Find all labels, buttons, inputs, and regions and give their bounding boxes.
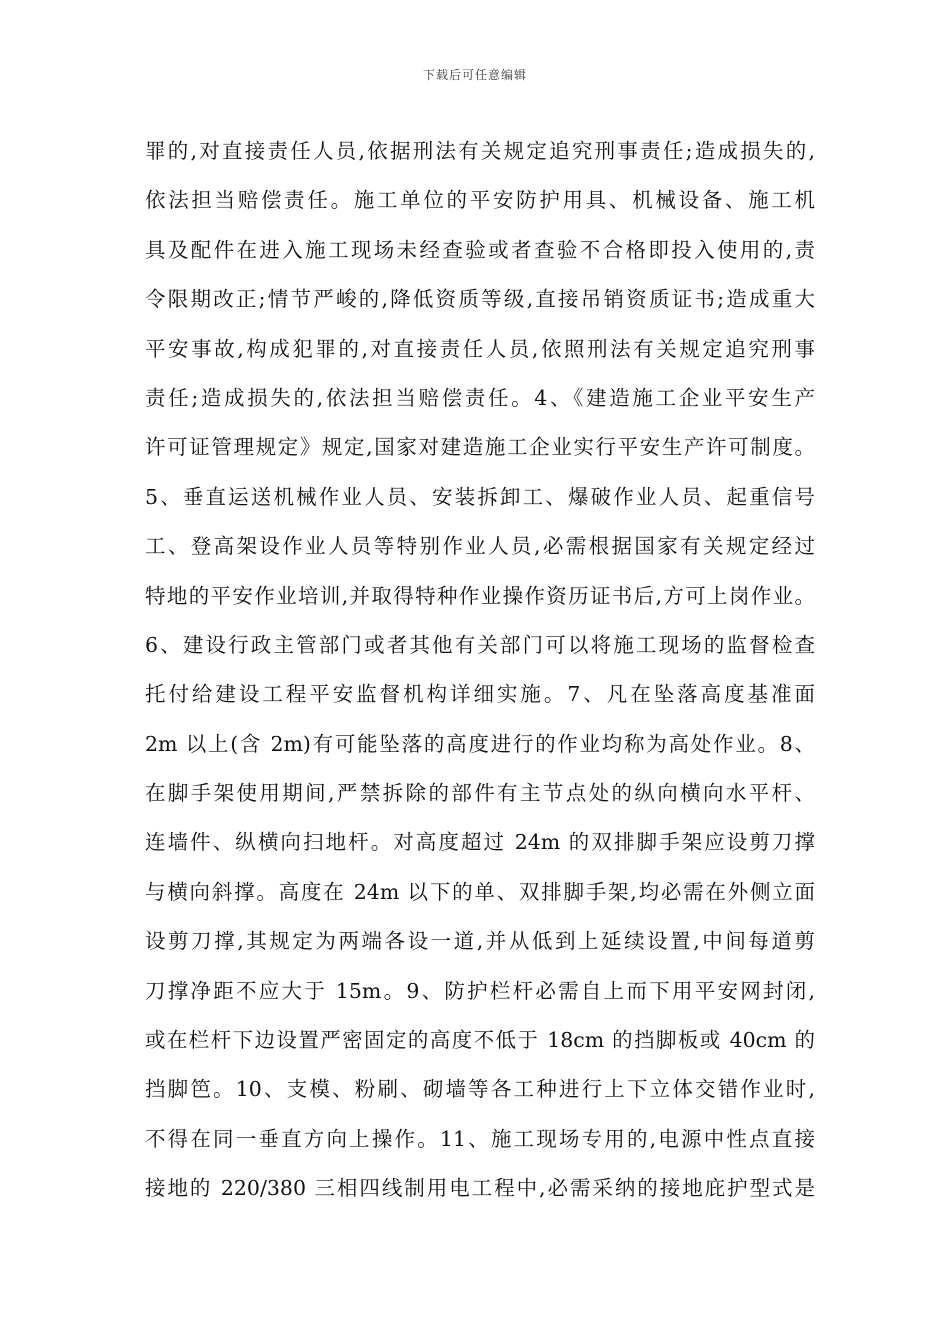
- text-line: 令限期改正;情节严峻的,降低资质等级,直接吊销资质证书;造成重大: [145, 287, 815, 312]
- text-line: 设剪刀撑,其规定为两端各设一道,并从低到上延续设置,中间每道剪: [145, 929, 815, 954]
- text-line: 工、登高架设作业人员等特别作业人员,必需根据国家有关规定经过: [145, 534, 815, 559]
- text-line: 罪的,对直接责任人员,依据刑法有关规定追究刑事责任;造成损失的,: [145, 139, 815, 163]
- text-line: 连墙件、纵横向扫地杆。对高度超过 24m 的双排脚手架应设剪刀撑: [145, 830, 815, 855]
- text-line: 依法担当赔偿责任。施工单位的平安防护用具、机械设备、施工机: [145, 188, 815, 213]
- text-line: 具及配件在进入施工现场未经查验或者查验不合格即投入使用的,责: [145, 237, 815, 262]
- text-line: 或在栏杆下边设置严密固定的高度不低于 18cm 的挡脚板或 40cm 的: [145, 1028, 815, 1053]
- text-line: 刀撑净距不应大于 15m。9、防护栏杆必需自上而下用平安网封闭,: [145, 978, 815, 1003]
- text-line: 2m 以上(含 2m)有可能坠落的高度进行的作业均称为高处作业。8、: [145, 731, 815, 756]
- page-header-note: 下载后可任意编辑: [422, 68, 527, 82]
- text-line: 接地的 220/380 三相四线制用电工程中,必需采纳的接地庇护型式是: [145, 1176, 815, 1201]
- text-line: 6、建设行政主管部门或者其他有关部门可以将施工现场的监督检查: [145, 632, 815, 657]
- text-line: 托付给建设工程平安监督机构详细实施。7、凡在坠落高度基准面: [145, 682, 815, 707]
- text-line: 与横向斜撑。高度在 24m 以下的单、双排脚手架,均必需在外侧立面: [145, 879, 815, 904]
- text-line: 5、垂直运送机械作业人员、安装拆卸工、爆破作业人员、起重信号: [145, 484, 815, 509]
- text-line: 不得在同一垂直方向上操作。11、施工现场专用的,电源中性点直接: [145, 1126, 815, 1151]
- text-line: 平安事故,构成犯罪的,对直接责任人员,依照刑法有关规定追究刑事: [145, 336, 815, 361]
- text-line: 在脚手架使用期间,严禁拆除的部件有主节点处的纵向横向水平杆、: [145, 781, 815, 806]
- text-line: 许可证管理规定》规定,国家对建造施工企业实行平安生产许可制度。: [145, 435, 815, 460]
- text-line: 责任;造成损失的,依法担当赔偿责任。4、《建造施工企业平安生产: [145, 385, 815, 410]
- text-line: 特地的平安作业培训,并取得特种作业操作资历证书后,方可上岗作业。: [145, 583, 815, 608]
- text-line: 挡脚笆。10、支模、粉刷、砌墙等各工种进行上下立体交错作业时,: [145, 1077, 815, 1102]
- body-text: [145, 127, 815, 1214]
